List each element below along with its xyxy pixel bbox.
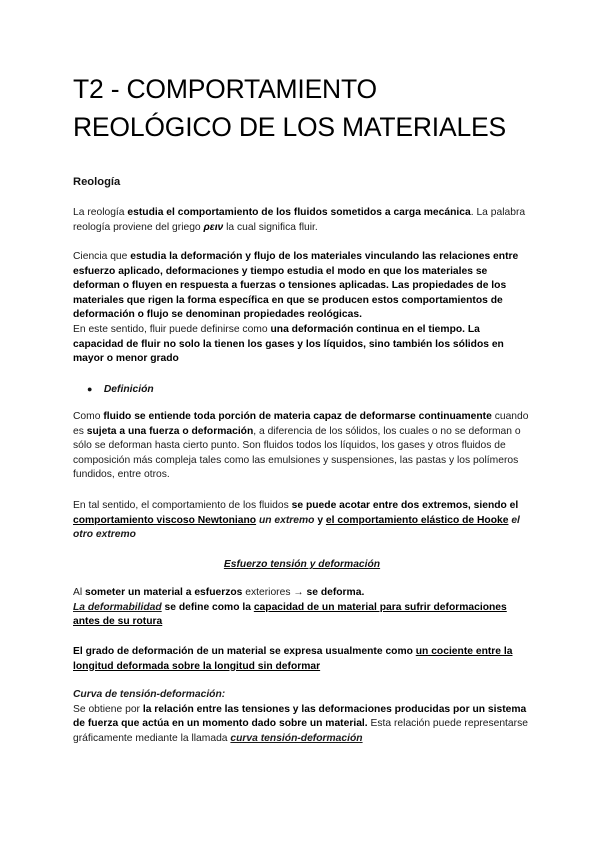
text-run: la cual significa fluir. <box>223 221 318 233</box>
underlined-run: el comportamiento elástico de Hooke <box>325 514 509 526</box>
curva-heading: Curva de tensión-deformación: <box>73 689 226 700</box>
bold-run: y <box>314 514 326 526</box>
paragraph-deformabilidad <box>73 586 531 630</box>
text-run: , a diferencia de los sólidos, los cuales o no se deforman o sólo se deforman hasta cierto punto. Son fluidos todos los líquidos, los gases y otros fluidos de composición más compleja tales como las emulsiones y suspensiones, las pastas y los polímeros fundidos, entre otros. <box>73 425 521 481</box>
paragraph-ciencia <box>73 250 531 367</box>
text-run: Al <box>73 587 86 598</box>
bullet-dot-icon: ● <box>87 384 93 394</box>
paragraph-reologia-intro <box>73 206 531 235</box>
title-line-1: T2 - COMPORTAMIENTO <box>73 74 377 104</box>
bold-italic-underlined-run: curva tensión-deformación <box>230 732 363 744</box>
paragraph-comportamiento <box>73 499 531 543</box>
bullet-label: Definición <box>103 384 154 395</box>
text-run: Como <box>73 411 104 422</box>
text-run: exteriores → <box>242 587 307 598</box>
bold-run: someter un material a esfuerzos <box>85 587 243 598</box>
paragraph-fluido <box>73 410 531 483</box>
text-run: La reología <box>73 207 128 218</box>
bold-run: sujeta a una fuerza o deformación <box>86 425 254 437</box>
bold-run: estudia la deformación y flujo de los materiales vinculando las relaciones entre esfuerzo aplicado, deformaciones y tiempo estudia el modo en que los materiales se deforman o fluyen en respuesta a fuerzas o tensiones aplicadas. Las propiedades de los materiales que rigen la forma específica en que se producen estos comportamientos de deformación o flujo se denominan propiedades reológicas. <box>73 251 519 321</box>
text-run: En tal sentido, el comportamiento de los fluidos <box>73 500 292 511</box>
section-heading-reologia: Reología <box>73 176 121 188</box>
bold-run: una deformación continua en el tiempo. La capacidad de fluir no solo la tienen los gases y los líquidos, sino también los sólidos en mayor o menor grado <box>73 323 504 365</box>
text-run: En este sentido, fluir puede definirse como <box>73 323 271 335</box>
bold-run: la relación entre las tensiones y las deformaciones producidas por un sistema de fuerza que actúa en un momento dado sobre un material. <box>73 703 527 730</box>
bold-run: se define como la <box>161 601 254 613</box>
text-run: . La palabra reología proviene del griego <box>73 207 526 233</box>
bullet-definicion <box>87 382 154 398</box>
bold-run: El grado de deformación de un material se expresa usualmente como <box>73 646 416 657</box>
text-run: cuando es <box>73 411 529 437</box>
text-run: Esta relación puede representarse gráficamente mediante la llamada <box>73 718 528 744</box>
document-title <box>73 70 531 146</box>
section-heading-esfuerzo <box>73 558 531 573</box>
text-run: Ciencia que <box>73 251 131 262</box>
text-run: Se obtiene por <box>73 703 143 715</box>
paragraph-curva <box>73 688 531 746</box>
underlined-run: comportamiento viscoso Newtoniano <box>73 514 257 526</box>
greek-word: ρειν <box>203 221 224 233</box>
bold-italic-run: un extremo <box>256 514 315 526</box>
esfuerzo-heading-text: Esfuerzo tensión y deformación <box>223 559 381 570</box>
bold-run: estudia el comportamiento de los fluidos sometidos a carga mecánica <box>127 207 471 218</box>
bold-italic-underlined-run: La deformabilidad <box>73 601 162 613</box>
bold-italic-run: el otro extremo <box>73 514 520 541</box>
title-line-2: REOLÓGICO DE LOS MATERIALES <box>73 112 506 142</box>
bold-run: fluido se entiende toda porción de materia capaz de deformarse continuamente <box>103 411 492 422</box>
underlined-run: un cociente entre la longitud deformada sobre la longitud sin deformar <box>73 646 513 672</box>
document-content <box>73 70 531 744</box>
bold-run: se puede acotar entre dos extremos, siendo el <box>291 500 519 511</box>
bold-run: se deforma. <box>306 587 365 598</box>
underlined-run: capacidad de un material para sufrir deformaciones antes de su rotura <box>73 601 507 628</box>
paragraph-grado-deformacion <box>73 645 531 674</box>
